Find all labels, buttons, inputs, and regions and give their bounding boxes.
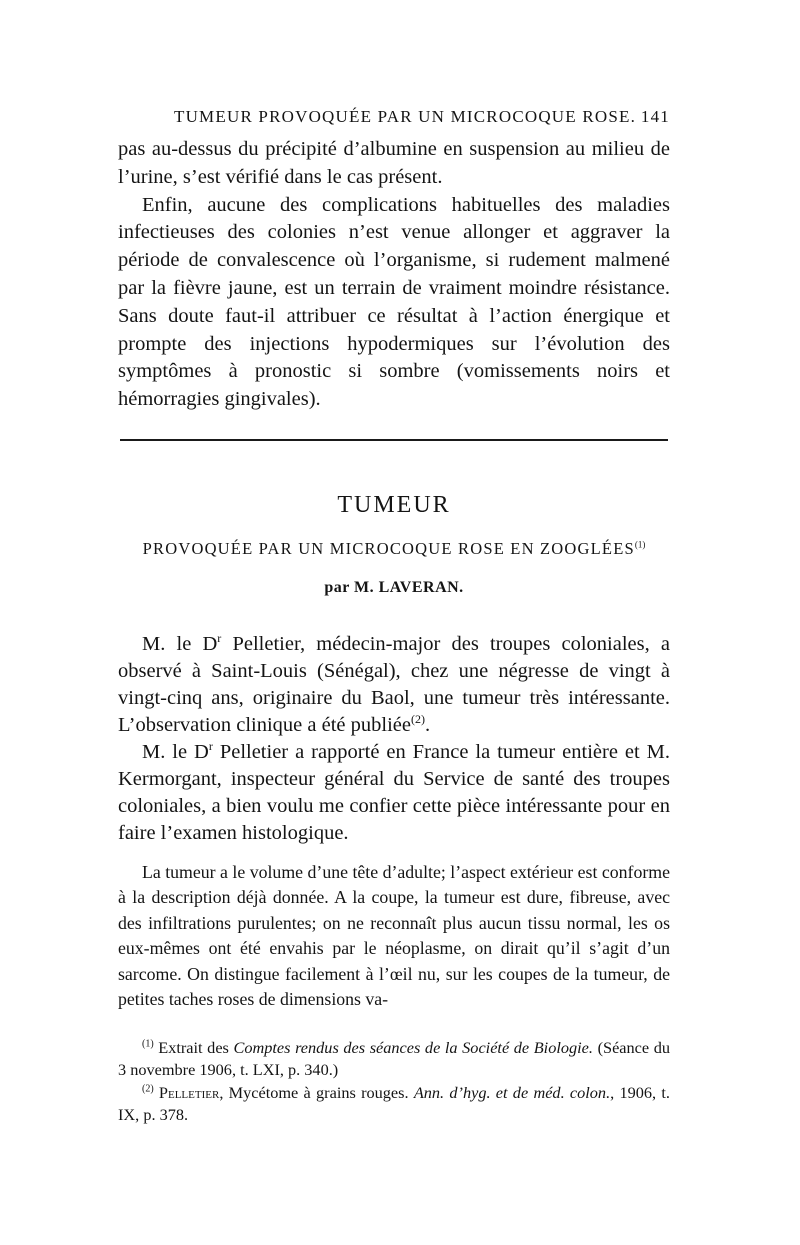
footnotes — [118, 1037, 670, 1126]
text-run: M. le D — [142, 633, 218, 655]
superscript: r — [208, 739, 213, 754]
paragraph: pas au-dessus du précipité d’albumine en suspension au milieu de l’urine, s’est vérifié dans le cas présent. — [118, 138, 670, 188]
page-number: 141 — [640, 107, 670, 126]
journal-title: Comptes rendus des séances de la Société de Biologie. — [233, 1038, 593, 1057]
footnote-1 — [118, 1037, 670, 1082]
text-run: Extrait des — [153, 1038, 234, 1057]
text-run: , Mycétome à grains rouges. — [219, 1082, 414, 1102]
footnote-ref: (2) — [410, 712, 425, 727]
text-run: M. le D — [142, 741, 209, 763]
journal-title: Ann. d’hyg. et de méd. colon. — [413, 1082, 611, 1102]
article-body — [118, 860, 670, 1012]
running-title: TUMEUR PROVOQUÉE PAR UN MICROCOQUE ROSE. — [174, 107, 637, 126]
section-divider — [120, 439, 668, 441]
article-subtitle — [118, 539, 670, 559]
previous-article-ending — [118, 136, 670, 414]
paragraph — [118, 631, 670, 739]
footnote-2 — [118, 1082, 670, 1127]
running-head — [118, 107, 670, 133]
superscript: r — [217, 631, 222, 646]
footnote-mark: (2) — [142, 1083, 154, 1095]
article-title: TUMEUR — [337, 492, 451, 518]
subtitle-text: PROVOQUÉE PAR UN MICROCOQUE ROSE EN ZOOGLÉES — [142, 539, 635, 558]
article-intro — [118, 631, 670, 847]
footnote-ref: (1) — [634, 539, 646, 550]
paragraph — [118, 739, 670, 847]
footnote-mark: (1) — [142, 1038, 154, 1050]
text-run: Pelletier a rapporté en France la tumeur entière et M. Kermorgant, inspecteur général du Service de santé des troupes coloniales, a bien voulu me confier cette pièce intéressante pour en faire l’examen histologique. — [118, 741, 670, 844]
text-run: Pelletier, médecin-major des troupes coloniales, a observé à Saint-Louis (Sénégal), chez une négresse de vingt à vingt-cinq ans, originaire du Baol, une tumeur très intéressante. L’observation clinique a été publiée — [118, 633, 671, 736]
text-run: (Séance du 3 novembre 1906, t. LXI, p. 340.) — [118, 1038, 670, 1080]
paragraph: Enfin, aucune des complications habituelles des maladies infectieuses des colonies n’est venue allonger et aggraver la période de convalescence où l’organisme, si rudement malmené par la fièvre jaune, est un terrain de vraiment moindre résistance. Sans doute faut-il attribuer ce résultat à l’action énergique et prompte des injections hypodermiques sur l’évolution des symptômes à pronostic si sombre (vomissements noirs et hémorragies gingivales). — [118, 193, 670, 411]
paragraph: La tumeur a le volume d’une tête d’adulte; l’aspect extérieur est conforme à la description déjà donnée. A la coupe, la tumeur est dure, fibreuse, avec des infiltrations purulentes; on ne reconnaît plus aucun tissu normal, les os eux-mêmes ont été envahis par le néoplasme, on dirait qu’il s’agit d’un sarcome. On distingue facilement à l’œil nu, sur les coupes de la tumeur, de petites taches roses de dimensions va- — [118, 862, 670, 1010]
article-author: par M. LAVERAN. — [324, 579, 464, 596]
cited-author: Pelletier — [153, 1082, 220, 1102]
text-run: . — [424, 714, 431, 736]
text-run: , 1906, t. IX, p. 378. — [118, 1082, 670, 1124]
